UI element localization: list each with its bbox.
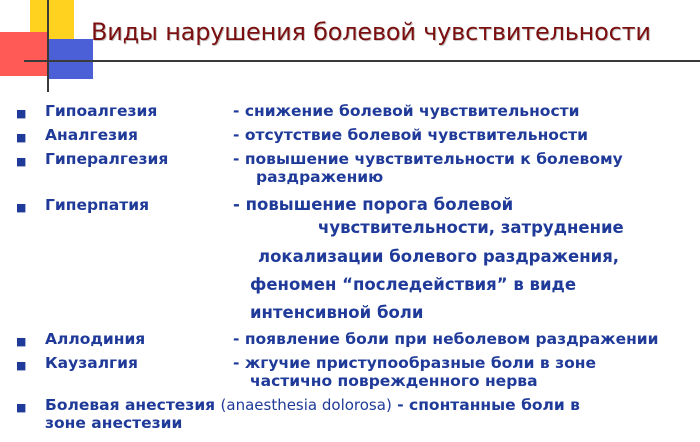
bullet-icon: ■ [16,131,27,144]
term-hyperpathia: Гиперпатия [45,196,150,214]
bullet-icon: ■ [16,335,27,348]
term-causalgia: Каузалгия [45,354,138,372]
definition-line: - жгучие приступообразные боли в зоне [233,354,596,372]
decor-vertical-line [47,0,49,92]
term-anaesthesia-dolorosa [45,396,580,414]
bullet-icon: ■ [16,155,27,168]
bullet-icon: ■ [16,359,27,372]
definition-text: - спонтанные боли в [391,396,580,414]
decor-red-square [0,32,48,76]
term-analgesia: Аналгезия [45,126,138,144]
definition-line: чувствительности, затруднение [318,218,624,237]
definition-line: локализации болевого раздражения, [258,247,620,266]
slide-title: Виды нарушения болевой чувствительности [91,18,651,46]
definition-line: частично поврежденного нерва [250,372,538,390]
term-allodynia: Аллодиния [45,330,146,348]
decor-blue-square [47,39,93,79]
definition-line: феномен “последействия” в виде [250,275,577,294]
term-hypoalgesia: Гипоалгезия [45,102,158,120]
definition-line: зоне анестезии [45,414,183,432]
definition-line: раздражению [256,168,384,186]
term-hyperalgesia: Гипералгезия [45,150,169,168]
term-text: Болевая анестезия [45,396,221,414]
definition-line: интенсивной боли [250,303,424,322]
latin-term: (anaesthesia dolorosa) [220,396,392,414]
definition-line: - повышение чувствительности к болевому [233,150,623,168]
decor-horizontal-line [24,60,700,62]
definition-line: - появление боли при неболевом раздражении [233,330,659,348]
definition-line: - снижение болевой чувствительности [233,102,580,120]
bullet-icon: ■ [16,107,27,120]
bullet-icon: ■ [16,401,27,414]
definition-line: - отсутствие болевой чувствительности [233,126,588,144]
definition-line: - повышение порога болевой [233,195,514,214]
bullet-icon: ■ [16,201,27,214]
